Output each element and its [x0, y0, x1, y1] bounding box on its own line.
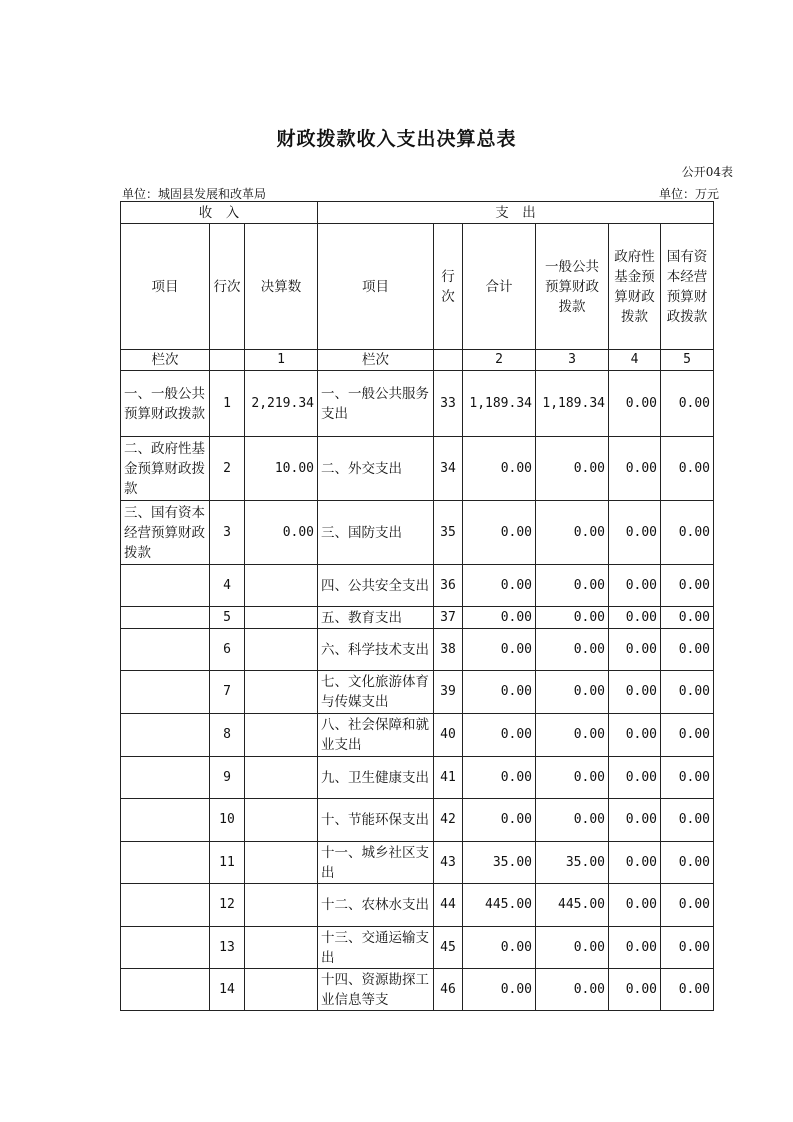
- state-capital-cell: 0.00: [661, 842, 714, 884]
- state-capital-cell: 0.00: [661, 565, 714, 607]
- gov-fund-cell: 0.00: [609, 437, 661, 501]
- income-amount-cell: [245, 969, 318, 1011]
- state-capital-cell: 0.00: [661, 799, 714, 842]
- col-index-1: 1: [245, 350, 318, 371]
- total-cell: 0.00: [463, 671, 536, 714]
- gov-fund-cell: 0.00: [609, 714, 661, 757]
- total-cell: 0.00: [463, 757, 536, 799]
- general-budget-cell: 0.00: [536, 629, 609, 671]
- income-row-no-cell: 13: [210, 927, 245, 969]
- gov-fund-cell: 0.00: [609, 884, 661, 927]
- income-row-no-cell: 9: [210, 757, 245, 799]
- income-row-no-cell: 14: [210, 969, 245, 1011]
- income-item-cell: [121, 714, 210, 757]
- gov-fund-cell: 0.00: [609, 501, 661, 565]
- col-index-2: 2: [463, 350, 536, 371]
- state-capital-cell: 0.00: [661, 607, 714, 629]
- table-row: [121, 437, 714, 501]
- income-item-cell: [121, 884, 210, 927]
- expense-item-cell: 九、卫生健康支出: [318, 757, 434, 799]
- income-amount-cell: [245, 927, 318, 969]
- table-row: [121, 884, 714, 927]
- table-row: [121, 607, 714, 629]
- table-row: [121, 371, 714, 437]
- total-cell: 1,189.34: [463, 371, 536, 437]
- column-index-row: [121, 350, 714, 371]
- income-amount-cell: [245, 842, 318, 884]
- general-budget-cell: 0.00: [536, 969, 609, 1011]
- expense-row-no-cell: 43: [434, 842, 463, 884]
- total-cell: 0.00: [463, 437, 536, 501]
- expense-item-cell: 十一、城乡社区支出: [318, 842, 434, 884]
- income-row-no-header: 行次: [210, 224, 245, 350]
- table-row: [121, 501, 714, 565]
- reporting-unit: 单位：城固县发展和改革局: [122, 187, 267, 201]
- income-item-cell: [121, 629, 210, 671]
- col-index-3: 3: [536, 350, 609, 371]
- gov-fund-cell: 0.00: [609, 799, 661, 842]
- income-amount-cell: 2,219.34: [245, 371, 318, 437]
- income-item-cell: [121, 842, 210, 884]
- expense-row-no-cell: 42: [434, 799, 463, 842]
- expense-row-no-cell: 44: [434, 884, 463, 927]
- gov-fund-cell: 0.00: [609, 927, 661, 969]
- gov-fund-cell: 0.00: [609, 671, 661, 714]
- income-amount-cell: [245, 799, 318, 842]
- table-row: [121, 969, 714, 1011]
- income-item-cell: 一、一般公共预算财政拨款: [121, 371, 210, 437]
- state-capital-cell: 0.00: [661, 714, 714, 757]
- expense-row-no-cell: 35: [434, 501, 463, 565]
- income-amount-cell: [245, 884, 318, 927]
- expense-item-cell: 十三、交通运输支出: [318, 927, 434, 969]
- income-item-cell: [121, 607, 210, 629]
- gov-fund-cell: 0.00: [609, 607, 661, 629]
- table-row: [121, 565, 714, 607]
- income-row-no-cell: 3: [210, 501, 245, 565]
- expense-row-no-cell: 38: [434, 629, 463, 671]
- expense-row-no-cell: 33: [434, 371, 463, 437]
- total-cell: 35.00: [463, 842, 536, 884]
- income-row-no-cell: 10: [210, 799, 245, 842]
- expense-row-no-cell: 36: [434, 565, 463, 607]
- general-budget-cell: 35.00: [536, 842, 609, 884]
- income-amount-cell: [245, 607, 318, 629]
- income-item-cell: [121, 757, 210, 799]
- expense-row-no-header: 行次: [434, 224, 463, 350]
- general-budget-cell: 0.00: [536, 607, 609, 629]
- final-amount-header: 决算数: [245, 224, 318, 350]
- expense-row-no-cell: 37: [434, 607, 463, 629]
- total-cell: 0.00: [463, 714, 536, 757]
- table-row: [121, 671, 714, 714]
- expense-item-cell: 一、一般公共服务支出: [318, 371, 434, 437]
- income-row-no-cell: 11: [210, 842, 245, 884]
- income-amount-cell: [245, 714, 318, 757]
- income-item-cell: 三、国有资本经营预算财政拨款: [121, 501, 210, 565]
- total-cell: 0.00: [463, 799, 536, 842]
- income-row-no-cell: 7: [210, 671, 245, 714]
- state-capital-cell: 0.00: [661, 501, 714, 565]
- expense-item-cell: 六、科学技术支出: [318, 629, 434, 671]
- general-budget-cell: 0.00: [536, 714, 609, 757]
- gov-fund-cell: 0.00: [609, 842, 661, 884]
- income-row-no-cell: 12: [210, 884, 245, 927]
- general-budget-header: 一般公共预算财政拨款: [536, 224, 609, 350]
- income-row-no-cell: 1: [210, 371, 245, 437]
- income-amount-cell: [245, 757, 318, 799]
- budget-summary-table: [120, 201, 714, 1011]
- state-capital-cell: 0.00: [661, 437, 714, 501]
- income-amount-cell: [245, 629, 318, 671]
- general-budget-cell: 1,189.34: [536, 371, 609, 437]
- state-capital-cell: 0.00: [661, 757, 714, 799]
- table-row: [121, 714, 714, 757]
- state-capital-cell: 0.00: [661, 884, 714, 927]
- expense-item-header: 项目: [318, 224, 434, 350]
- col-index-label-right: 栏次: [318, 350, 434, 371]
- expense-row-no-cell: 45: [434, 927, 463, 969]
- expense-item-cell: 十四、资源勘探工业信息等支: [318, 969, 434, 1011]
- total-cell: 0.00: [463, 629, 536, 671]
- col-index-label: 栏次: [121, 350, 210, 371]
- general-budget-cell: 0.00: [536, 671, 609, 714]
- table-row: [121, 927, 714, 969]
- expense-row-no-cell: 41: [434, 757, 463, 799]
- income-section-header: 收 入: [121, 202, 318, 224]
- currency-unit: 单位：万元: [658, 187, 719, 201]
- expense-item-cell: 七、文化旅游体育与传媒支出: [318, 671, 434, 714]
- total-header: 合计: [463, 224, 536, 350]
- expense-item-cell: 四、公共安全支出: [318, 565, 434, 607]
- table-row: [121, 842, 714, 884]
- col-index-empty-right: [434, 350, 463, 371]
- state-capital-cell: 0.00: [661, 371, 714, 437]
- general-budget-cell: 0.00: [536, 501, 609, 565]
- income-item-cell: [121, 565, 210, 607]
- table-row: [121, 757, 714, 799]
- income-row-no-cell: 5: [210, 607, 245, 629]
- income-item-cell: 二、政府性基金预算财政拨款: [121, 437, 210, 501]
- total-cell: 0.00: [463, 969, 536, 1011]
- col-index-empty: [210, 350, 245, 371]
- state-capital-cell: 0.00: [661, 969, 714, 1011]
- gov-fund-cell: 0.00: [609, 757, 661, 799]
- page-title: 财政拨款收入支出决算总表: [276, 128, 517, 150]
- gov-fund-cell: 0.00: [609, 969, 661, 1011]
- income-item-cell: [121, 671, 210, 714]
- total-cell: 445.00: [463, 884, 536, 927]
- state-capital-cell: 0.00: [661, 927, 714, 969]
- general-budget-cell: 0.00: [536, 927, 609, 969]
- income-amount-cell: 0.00: [245, 501, 318, 565]
- column-header-row: [121, 224, 714, 350]
- income-item-cell: [121, 799, 210, 842]
- state-capital-header: 国有资本经营预算财政拨款: [661, 224, 714, 350]
- table-row: [121, 799, 714, 842]
- income-row-no-cell: 8: [210, 714, 245, 757]
- section-header-row: [121, 202, 714, 224]
- expense-section-header: 支 出: [318, 202, 714, 224]
- expense-row-no-cell: 46: [434, 969, 463, 1011]
- income-row-no-cell: 6: [210, 629, 245, 671]
- expense-row-no-cell: 34: [434, 437, 463, 501]
- expense-row-no-cell: 40: [434, 714, 463, 757]
- expense-item-cell: 十二、农林水支出: [318, 884, 434, 927]
- expense-item-cell: 十、节能环保支出: [318, 799, 434, 842]
- col-index-5: 5: [661, 350, 714, 371]
- general-budget-cell: 0.00: [536, 799, 609, 842]
- income-amount-cell: [245, 565, 318, 607]
- general-budget-cell: 0.00: [536, 757, 609, 799]
- income-item-cell: [121, 927, 210, 969]
- general-budget-cell: 445.00: [536, 884, 609, 927]
- income-row-no-cell: 4: [210, 565, 245, 607]
- gov-fund-cell: 0.00: [609, 629, 661, 671]
- total-cell: 0.00: [463, 927, 536, 969]
- income-amount-cell: [245, 671, 318, 714]
- income-item-cell: [121, 969, 210, 1011]
- gov-fund-cell: 0.00: [609, 565, 661, 607]
- expense-item-cell: 八、社会保障和就业支出: [318, 714, 434, 757]
- col-index-4: 4: [609, 350, 661, 371]
- total-cell: 0.00: [463, 607, 536, 629]
- income-amount-cell: 10.00: [245, 437, 318, 501]
- table-row: [121, 629, 714, 671]
- general-budget-cell: 0.00: [536, 437, 609, 501]
- income-item-header: 项目: [121, 224, 210, 350]
- state-capital-cell: 0.00: [661, 671, 714, 714]
- expense-item-cell: 三、国防支出: [318, 501, 434, 565]
- income-row-no-cell: 2: [210, 437, 245, 501]
- expense-item-cell: 二、外交支出: [318, 437, 434, 501]
- gov-fund-header: 政府性基金预算财政拨款: [609, 224, 661, 350]
- form-number: 公开04表: [681, 165, 733, 179]
- gov-fund-cell: 0.00: [609, 371, 661, 437]
- total-cell: 0.00: [463, 565, 536, 607]
- expense-item-cell: 五、教育支出: [318, 607, 434, 629]
- total-cell: 0.00: [463, 501, 536, 565]
- state-capital-cell: 0.00: [661, 629, 714, 671]
- general-budget-cell: 0.00: [536, 565, 609, 607]
- expense-row-no-cell: 39: [434, 671, 463, 714]
